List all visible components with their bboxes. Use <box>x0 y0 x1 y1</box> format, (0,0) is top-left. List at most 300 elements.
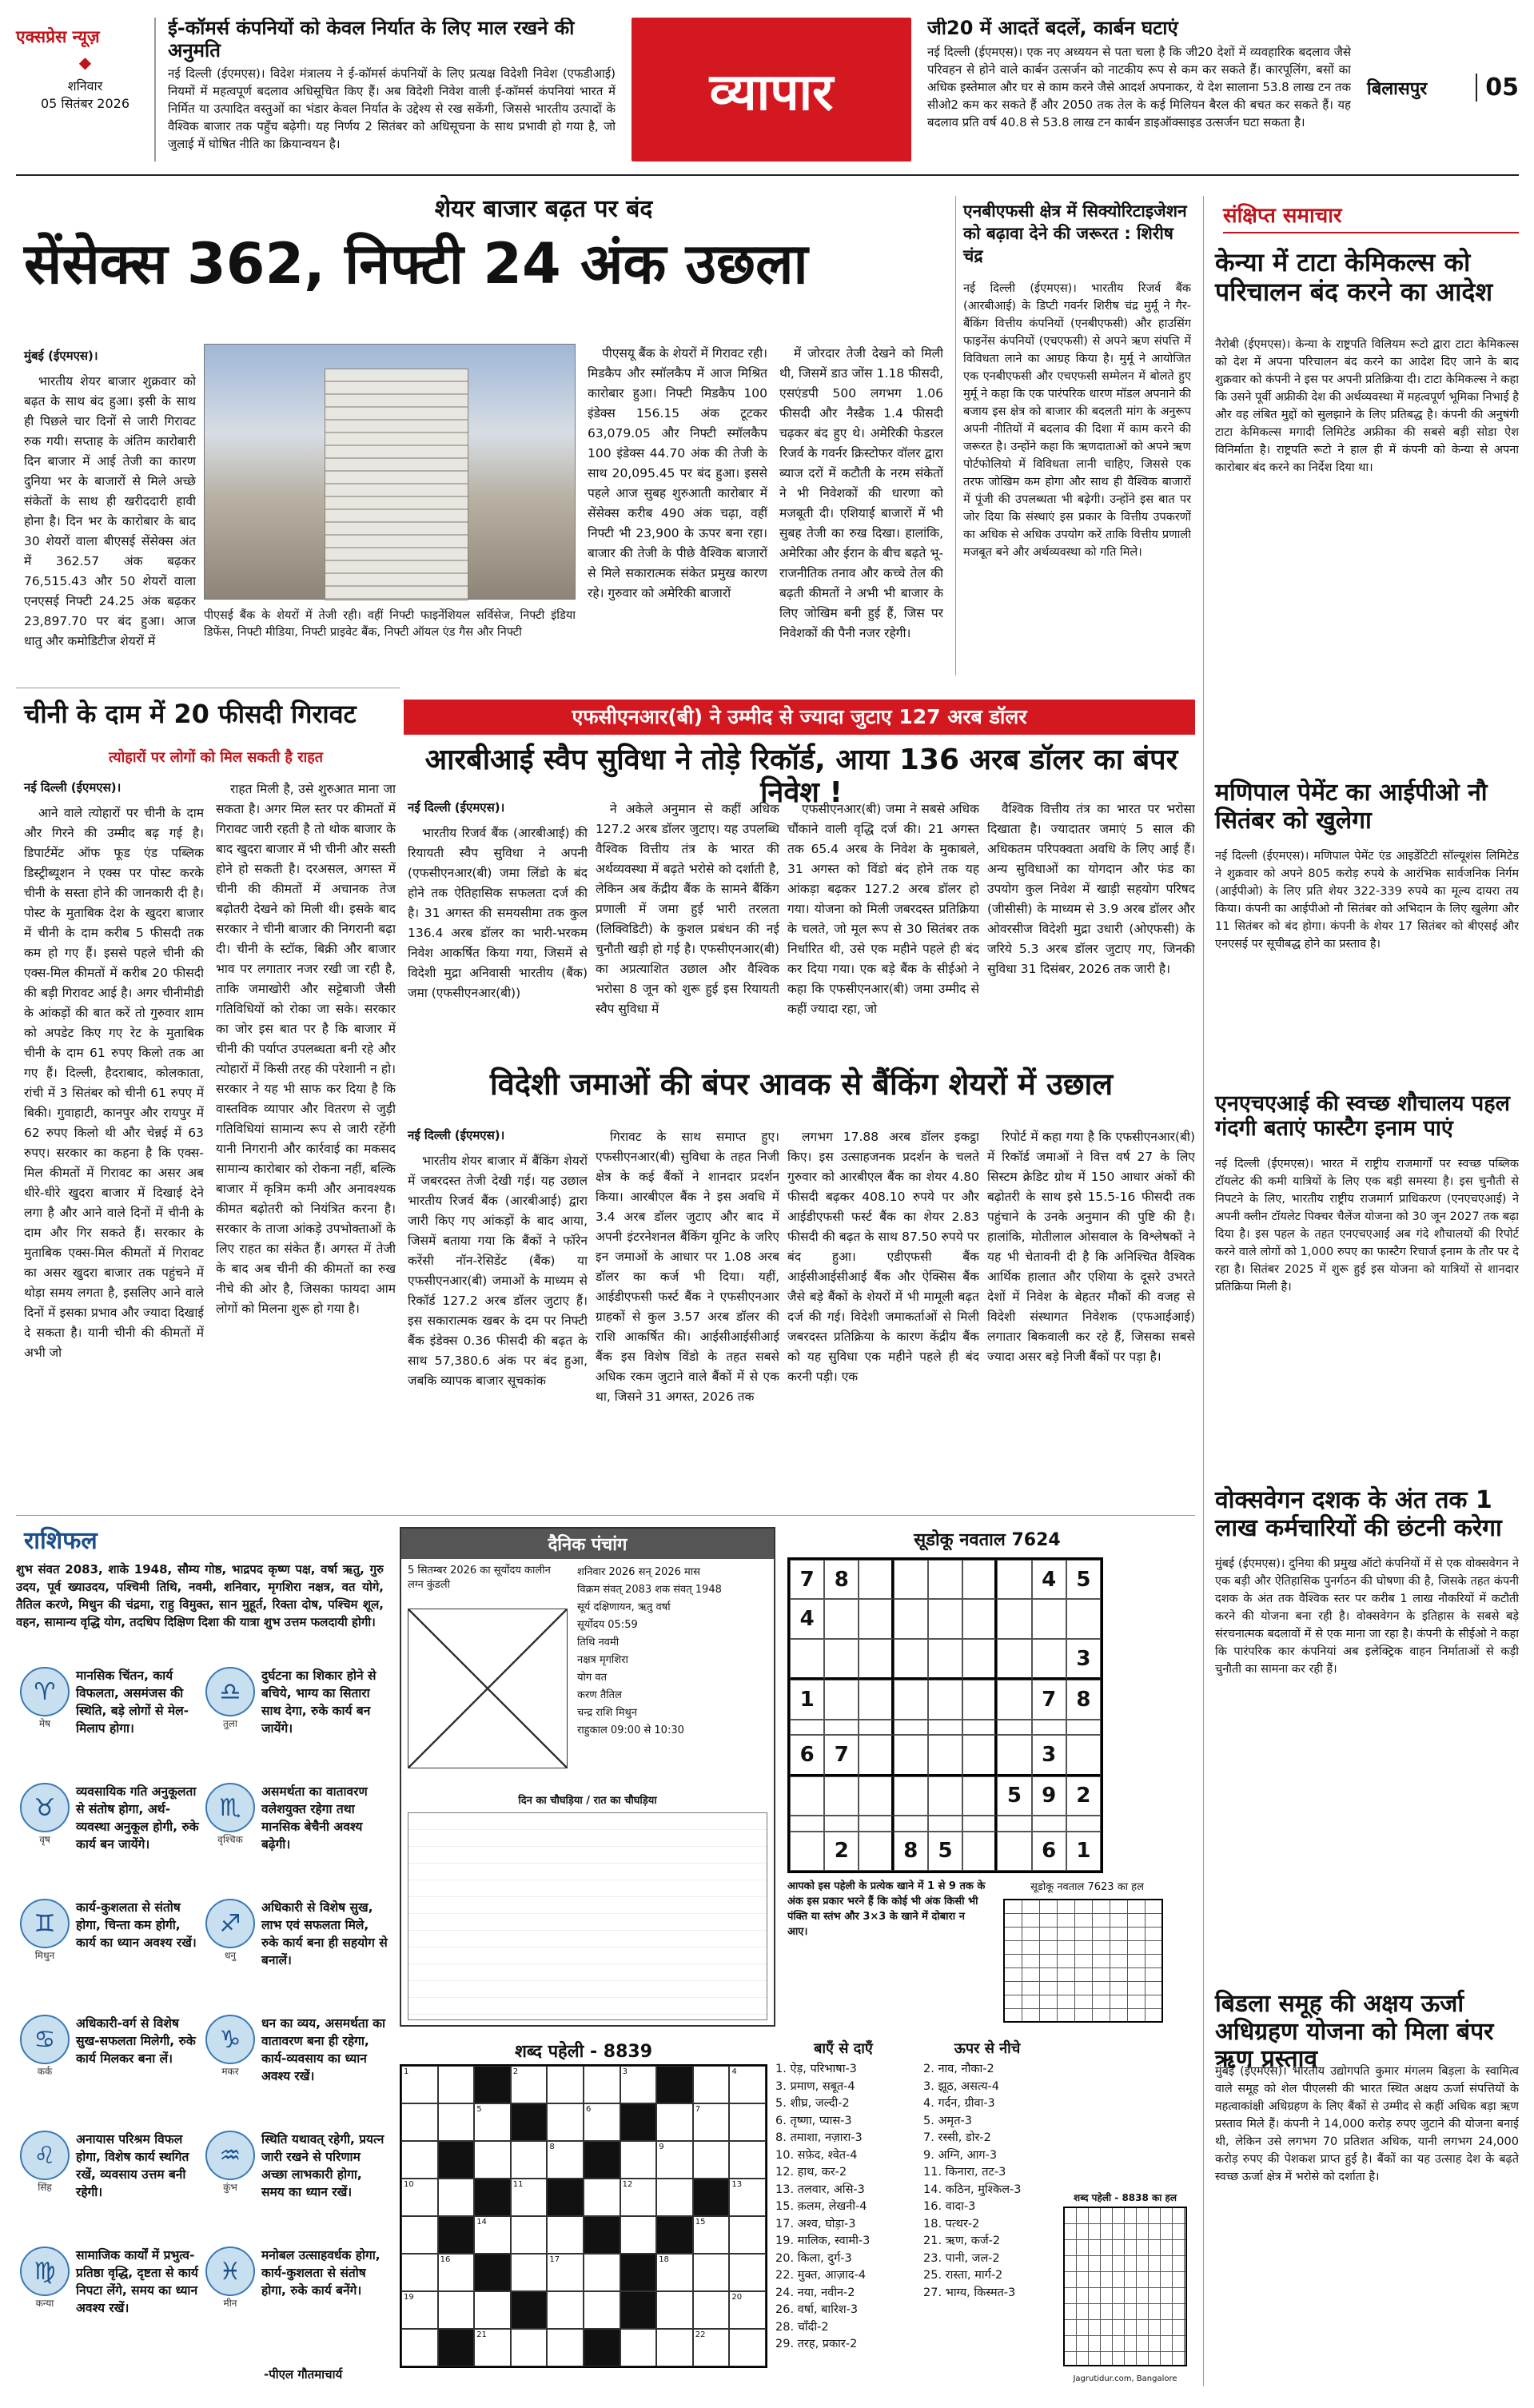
rashi-item <box>20 2247 202 2317</box>
crossword-block <box>656 2216 693 2254</box>
rashi-text: असमर्थता का वातावरण वलेशयुक्त रहेगा तथा मानसिक बेचैनी अवश्य बढ़ेगी। <box>261 1784 368 1852</box>
rashi-text: अनायास परिश्रम विफल होगा, विशेष कार्य स्थगित रखें, व्यवसाय उत्तम बनी रहेगी। <box>76 2132 189 2199</box>
crossword-cell[interactable] <box>438 2066 475 2103</box>
panchang-title: दैनिक पंचांग <box>401 1529 774 1559</box>
crossword-cell[interactable]: 14 <box>474 2216 511 2254</box>
crossword-answer-title: शब्द पहेली - 8838 का हल <box>1073 2192 1177 2203</box>
sudoku-cell[interactable]: 6 <box>1032 1832 1066 1871</box>
sudoku-cell[interactable] <box>894 1560 928 1599</box>
sudoku-cell[interactable]: 7 <box>790 1560 824 1599</box>
crossword-cell[interactable]: 8 <box>547 2141 584 2179</box>
crossword-cell[interactable] <box>693 2066 730 2103</box>
crossword-cell[interactable]: 15 <box>693 2216 730 2254</box>
panchang-line: चन्द्र राशि मिथुन <box>577 1707 637 1719</box>
sudoku-cell[interactable] <box>894 1639 928 1680</box>
zodiac-icon: ♎ <box>205 1667 255 1716</box>
zodiac-icon: ♉ <box>20 1783 70 1832</box>
crossword-cell[interactable]: 19 <box>401 2291 438 2329</box>
panchang-line: सूर्योदय 05:59 <box>577 1619 638 1631</box>
zodiac-icon: ♏ <box>205 1783 255 1832</box>
crossword-cell[interactable] <box>511 2141 548 2179</box>
divider-right <box>1203 196 1204 2386</box>
masthead-rule <box>16 174 1519 176</box>
sudoku-cell[interactable] <box>790 1776 824 1816</box>
top-right-body: नई दिल्ली (ईएमएस)। एक नए अध्ययन से पता चला है कि जी20 देशों में व्यवहारिक बदलाव जैसे परिवहन से होने वाले कार्बन उत्सर्जन को नाटकीय रूप से कम कर सकते हैं। कारपूलिंग, बसों का अधिक इस्तेमाल और घर से काम करने जैसे आदर्श अपनाकर, ये देश सालाना 53.8 लाख टन तक सीओ2 कम कर सकते हैं और 2050 तक तेल के कई मिलियन बैरल की बचत कर सकते हैं। यह बदलाव प्रति वर्ष 40.8 से 53.8 लाख टन कार्बन डाइऑक्साइड उत्सर्जन घटा सकता है। <box>927 44 1351 130</box>
rashi-badge <box>205 1783 255 1846</box>
crossword-cell[interactable]: 18 <box>656 2254 693 2291</box>
zodiac-icon: ♓ <box>205 2247 255 2296</box>
crossword-cell[interactable]: 9 <box>656 2141 693 2179</box>
crossword-block <box>620 2254 657 2291</box>
across-clue: 24. नया, नवीन-2 <box>775 2286 855 2299</box>
sudoku-cell[interactable] <box>997 1560 1031 1599</box>
crossword-cell[interactable]: 5 <box>474 2103 511 2141</box>
crossword-cell[interactable] <box>656 2179 693 2216</box>
rbi-col4: वैश्विक वित्तीय तंत्र का भारत पर भरोसा दिखाता है। ज्यादातर जमाएं 5 साल की अधिकतम परिपक्वता अवधि के लिए आई हैं। अन्य सुविधाओं का योगदान और फंड का उपयोग कुल निवेश में खाड़ी सहयोग परिषद (जीसीसी) के माध्यम से 3.9 अरब डॉलर और ओवरसीज विदेशी मुद्रा उधारी (ओएफसी) के जरिये 5.3 अरब डॉलर जुटाए गए, जिनकी सुविधा 31 दिसंबर, 2026 तक जारी है। <box>987 802 1195 976</box>
across-clue: 13. तलवार, असि-3 <box>775 2183 865 2196</box>
sudoku-cell[interactable] <box>997 1599 1031 1638</box>
crossword-cell[interactable] <box>729 2329 766 2366</box>
sudoku-cell[interactable] <box>824 1816 859 1831</box>
masthead <box>16 18 1519 177</box>
crossword-cell[interactable] <box>401 2141 438 2179</box>
rbi-col1: भारतीय रिजर्व बैंक (आरबीआई) की रियायती स्वैप सुविधा ने अपनी (एफसीएनआर(बी) जमा लिंडो के बंद होने तक ऐतिहासिक सफलता दर्ज की है। 31 अगस्त की समयसीमा तक कुल 136.4 अरब डॉलर का भारी-भरकम निवेश आकर्षित किया गया, जिसमें से विदेशी मुद्रा अनिवासी भारतीय (बैंक) जमा (एफसीएनआर(बी)) <box>408 826 588 1000</box>
crossword-cell[interactable] <box>656 2103 693 2141</box>
sudoku-cell[interactable]: 1 <box>790 1680 824 1719</box>
rashi-item <box>20 1899 202 1962</box>
sudoku-cell[interactable] <box>962 1776 997 1816</box>
down-clue: 9. अग्नि, आग-3 <box>923 2148 998 2162</box>
rbi-col3: एफसीएनआर(बी) जमा ने सबसे अधिक चौंकाने वाली वृद्धि दर्ज की। 21 अगस्त तक 65.4 अरब के निवेश के मुकाबले, 31 अगस्त को विंडो बंद होने तक यह आंकड़ा बढ़कर 127.2 अरब डॉलर हो गया। योजना को मिली जबरदस्त प्रतिक्रिया के चलते, जो मूल रूप से 30 सितंबर तक निर्धारित थी, उसे एक महीने पहले ही बंद कर दिया गया। एक बड़े बैंक के सीईओ ने कहा कि एफसीएनआर(बी) जमा उम्मीद से कहीं ज्यादा रहा, जो <box>787 802 979 1016</box>
sudoku-cell[interactable]: 8 <box>824 1560 859 1599</box>
crossword-cell[interactable] <box>729 2103 766 2141</box>
rashi-badge <box>20 2015 70 2078</box>
crossword-cell[interactable]: 10 <box>401 2179 438 2216</box>
sensex-col3: में जोरदार तेजी देखने को मिली थी, जिसमें डाउ जोंस 1.18 फीसदी, एसएंडपी 500 लगभग 1.06 फीसदी और नैस्डैक 1.4 फीसदी चढ़कर बंद हुए थे। अमेरिकी फेडरल रिजर्व के गवर्नर क्रिस्टोफर वॉलर द्वारा ब्याज दरों में कटौती के नरम संकेतों ने भी निवेशकों की धारणा को मजबूती दी। एशियाई बाजारों में भी सुबह तेजी का रुख दिखा। हालांकि, अमेरिका और ईरान के बीच बढ़ते भू-राजनीतिक तनाव और कच्चे तेल की बढ़ती कीमतों ने अभी भी बाजार के लिए जोखिम बनी हुई हैं, जिस पर निवेशकों की पैनी नजर रहेगी। <box>779 346 943 640</box>
panchang-line: योग वत <box>577 1672 607 1684</box>
sudoku-cell[interactable] <box>962 1816 997 1831</box>
panchang-line: शनिवार 2026 सन् 2026 मास <box>577 1566 700 1578</box>
rashi-item <box>205 2247 388 2310</box>
rashi-name: मिथुन <box>34 1950 55 1961</box>
zodiac-icon: ♈ <box>20 1667 70 1716</box>
crossword-cell[interactable]: 4 <box>729 2066 766 2103</box>
sudoku-cell[interactable] <box>1066 1599 1101 1638</box>
sudoku-cell[interactable] <box>997 1720 1031 1735</box>
crossword-cell[interactable] <box>511 2329 548 2366</box>
sudoku-cell[interactable] <box>997 1832 1031 1871</box>
crossword-cell[interactable]: 22 <box>693 2329 730 2366</box>
sugar-headline: चीनी के दाम में 20 फीसदी गिरावट <box>24 699 357 729</box>
sudoku-cell[interactable]: 8 <box>894 1832 928 1871</box>
crossword-block <box>547 2179 584 2216</box>
sudoku-answer-grid <box>1003 1899 1163 2023</box>
crossword-block <box>511 2291 548 2329</box>
zodiac-icon: ♊ <box>20 1899 70 1948</box>
down-list <box>923 2061 1055 2302</box>
nhai-body: नई दिल्ली (ईएमएस)। भारत में राष्ट्रीय राजमार्गों पर स्वच्छ पब्लिक टॉयलेट की कमी यात्रियों के लिए एक बड़ी समस्या है। इस चुनौती से निपटने के लिए, भारतीय राष्ट्रीय राजमार्ग प्राधिकरण (एनएचएआई) ने अपनी क्लीन टॉयलेट पिक्चर चैलेंज योजना को 30 जून 2027 तक बढ़ा दिया है। इस पहल के तहत एनएचएआई अब गंदे शौचालयों की रिपोर्ट करने वाले लोगों को 1,000 रुपए का फास्टैग रिचार्ज इनाम के तौर पर दे रहा है। सितंबर 2025 में शुरू हुई इस योजना को यात्रियों से शानदार प्रतिक्रिया मिली है। <box>1215 1158 1519 1294</box>
crossword-cell[interactable]: 16 <box>438 2254 475 2291</box>
zodiac-icon: ♐ <box>205 1899 255 1948</box>
sudoku-cell[interactable] <box>790 1816 824 1831</box>
crossword-cell[interactable] <box>474 2291 511 2329</box>
sudoku-answer-title: सूडोकू नवताल 7623 का हल <box>1030 1881 1144 1893</box>
crossword-cell[interactable] <box>401 2254 438 2291</box>
sudoku-cell[interactable] <box>859 1639 893 1680</box>
sudoku-cell[interactable]: 4 <box>790 1599 824 1638</box>
sudoku-cell[interactable] <box>997 1735 1031 1776</box>
crossword-block <box>620 2103 657 2141</box>
crossword-cell[interactable] <box>547 2066 584 2103</box>
crossword-cell[interactable]: 11 <box>511 2179 548 2216</box>
rashi-name: कर्क <box>37 2066 53 2077</box>
sudoku-cell[interactable]: 2 <box>824 1832 859 1871</box>
down-clue: 14. कठिन, मुश्किल-3 <box>923 2183 1022 2196</box>
crossword-cell[interactable] <box>620 2141 657 2179</box>
sudoku-cell[interactable] <box>1032 1816 1066 1831</box>
sudoku-cell[interactable] <box>859 1599 893 1638</box>
rashi-item <box>205 2015 388 2085</box>
rashi-name: वृश्चिक <box>217 1834 243 1845</box>
down-clue: 11. किनारा, तट-3 <box>923 2166 1006 2179</box>
crossword-block <box>584 2141 620 2179</box>
down-clue: 5. अमृत-3 <box>923 2114 972 2127</box>
top-left-headline: ई-कॉमर्स कंपनियों को केवल निर्यात के लिए माल रखने की अनुमति <box>168 18 575 62</box>
sudoku-cell[interactable]: 5 <box>1066 1560 1101 1599</box>
deposits-col3: लगभग 17.88 अरब डॉलर इकट्ठा किए। इस उत्साहजनक प्रदर्शन के चलते गुरुवार को आरबीएल बैंक का शेयर 4.80 फीसदी बढ़कर 408.10 रुपये पर और आईडीएफसी फर्स्ट बैंक का शेयर 2.83 फीसदी की बढ़त के साथ 87.50 रुपये पर बंद हुआ। एडीएफसी बैंक आईसीआईसीआई बैंक और ऐक्सिस बैंक जैसे बड़े बैंकों के शेयरों में भी मामूली बढ़त दर्ज की गई। विदेशी जमाकर्ताओं से मिली जबरदस्त प्रतिक्रिया के कारण केंद्रीय बैंक को यह सुविधा एक महीने पहले ही बंद करनी पड़ी। एक <box>787 1130 979 1384</box>
crossword-cell[interactable] <box>656 2291 693 2329</box>
nbfc-headline: एनबीएफसी क्षेत्र में सिक्योरिटाइजेशन को बढ़ावा देने की जरूरत : शिरीष चंद्र <box>963 201 1187 265</box>
crossword-credit: Jagrutidur.com, Bangalore <box>1073 2374 1177 2383</box>
zodiac-icon: ♒ <box>205 2131 255 2180</box>
sudoku-cell[interactable] <box>859 1720 893 1735</box>
crossword-cell[interactable] <box>547 2291 584 2329</box>
sudoku-cell[interactable] <box>962 1560 997 1599</box>
down-clue: 7. रस्सी, डोर-2 <box>923 2131 991 2144</box>
sudoku-cell[interactable] <box>928 1560 962 1599</box>
sudoku-cell[interactable] <box>894 1816 928 1831</box>
crossword-cell[interactable] <box>584 2254 620 2291</box>
crossword-cell[interactable] <box>584 2291 620 2329</box>
rashi-text: मानसिक चिंतन, कार्य विफलता, असमंजस की स्थिति, बड़े लोगों से मेल-मिलाप होगा। <box>76 1668 189 1736</box>
across-title: बाएँ से दाएँ <box>814 2040 873 2057</box>
sudoku-cell[interactable] <box>1032 1639 1066 1680</box>
sudoku-cell[interactable] <box>928 1816 962 1831</box>
crossword-cell[interactable] <box>438 2103 475 2141</box>
sudoku-cell[interactable]: 6 <box>790 1735 824 1776</box>
down-clue: 3. झूठ, असत्य-4 <box>923 2079 1000 2093</box>
sudoku-cell[interactable]: 8 <box>1066 1680 1101 1719</box>
sudoku-cell[interactable]: 3 <box>1066 1639 1101 1680</box>
sudoku-cell[interactable] <box>894 1680 928 1719</box>
crossword-block <box>584 2216 620 2254</box>
crossword-block <box>438 2329 475 2366</box>
across-clue: 19. मालिक, स्वामी-3 <box>775 2235 871 2247</box>
rashi-text: व्यवसायिक गति अनुकूलता से संतोष होगा, अर्थ-व्यवस्था अनुकूल होगी, रुके कार्य बन जायेंगे। <box>76 1784 199 1852</box>
crossword-cell[interactable] <box>693 2141 730 2179</box>
top-left-body: नई दिल्ली (ईएमएस)। विदेश मंत्रालय ने ई-कॉमर्स कंपनियों के लिए प्रत्यक्ष विदेशी निवेश (एफडीआई) नियमों में महत्वपूर्ण बदलाव अधिसूचित किए हैं। अब विदेशी निवेश वाली ई-कॉमर्स कंपनियां भारत में निर्मित या उत्पादित वस्तुओं का भंडार केवल निर्यात के उद्देश्य से रख सकेंगी, जिससे भारतीय उत्पादों के वैश्विक बाजार तक पहुँच बढ़ेगी। यह निर्णय 2 सितंबर को अधिसूचना के साथ प्रभावी हो गया है, जो जुलाई में घोषित नीति का क्रियान्वयन है। <box>168 66 616 152</box>
rashi-text: मनोबल उत्साहवर्धक होगा, कार्य-कुशलता से संतोष होगा, रुके कार्य बनेंगे। <box>261 2248 381 2298</box>
city-name: बिलासपुर <box>1367 78 1428 99</box>
sudoku-cell[interactable] <box>790 1639 824 1680</box>
sudoku-cell[interactable]: 9 <box>1032 1776 1066 1816</box>
crossword-cell[interactable]: 6 <box>584 2103 620 2141</box>
city-page <box>1367 74 1519 102</box>
deposits-col4: रिपोर्ट में कहा गया है कि एफसीएनआर(बी) में रिकॉर्ड जमाओं ने वित्त वर्ष 27 के लिए सिस्टम क्रेडिट ग्रोथ में 150 आधार अंकों की बढ़ोतरी के साथ इसे 15.5-16 फीसदी तक पहुंचाने के उनके अनुमान की पुष्टि की है। हालांकि, मोतीलाल ओसवाल के विश्लेषकों ने यह भी चेतावनी दी है कि अनिश्चित वैश्विक आर्थिक हालात और एशिया के दूसरे उभरते देशों में निवेश के बेहतर मौकों की वजह से विदेशी संस्थागत निवेशक (एफआईआई) लगातार बिकवाली कर रहे हैं, जिसका सबसे ज्यादा असर बड़े निजी बैंकों पर पड़ा है। <box>987 1130 1195 1364</box>
rashi-item <box>20 2015 202 2078</box>
zodiac-icon: ♑ <box>205 2015 255 2064</box>
tata-headline: केन्या में टाटा केमिकल्स को परिचालन बंद करने का आदेश <box>1215 247 1493 307</box>
sudoku-cell[interactable] <box>859 1832 893 1871</box>
crossword-cell[interactable]: 13 <box>729 2179 766 2216</box>
panchang-kundli-title: 5 सितम्बर 2026 का सूर्योदय कालीन लग्न कुंडली <box>408 1565 551 1591</box>
rashifal-intro: शुभ संवत 2083, शाके 1948, सौम्य गोष्ठ, भाद्रपद कृष्ण पक्ष, वर्षा ऋतु, गुरु उदय, पूर्व ख्याउदय, पश्चिमी तिथि, नवमी, शनिवार, मृगशिरा नक्षत्र, वत योगे, तैतिल करणे, मिथुन की चंद्रमा, राहु विमुक्त, सान मुहूर्त, रिक्ता दोष, पश्चिम शूल, वहन, सामान्य वृद्धि योग, तदधिप दिक्षिण दिशा की यात्रा शुभ उत्तम फलदायी होगी। <box>16 1562 384 1629</box>
panchang-line: नक्षत्र मृगशिरा <box>577 1654 628 1666</box>
crossword-cell[interactable] <box>474 2141 511 2179</box>
sudoku-cell[interactable] <box>824 1639 859 1680</box>
sudoku-cell[interactable] <box>859 1560 893 1599</box>
rashi-text: धन का व्यय, असमर्थता का वातावरण बना ही रहेगा, कार्य-व्यवसाय का ध्यान अवश्य रखें। <box>261 2016 386 2083</box>
crossword-cell[interactable] <box>729 2254 766 2291</box>
sudoku-cell[interactable] <box>962 1735 997 1776</box>
top-left-story <box>168 18 616 161</box>
crossword-cell[interactable] <box>656 2329 693 2366</box>
sudoku-cell[interactable]: 7 <box>1032 1680 1066 1719</box>
sudoku-cell[interactable] <box>928 1720 962 1735</box>
sudoku-cell[interactable] <box>962 1720 997 1735</box>
deposits-dateline: नई दिल्ली (ईएमएस)। <box>408 1128 505 1142</box>
sudoku-cell[interactable]: 1 <box>1066 1832 1101 1871</box>
sudoku-title: सूडोकू नवताल 7624 <box>914 1530 1061 1550</box>
kundli-chart <box>408 1609 568 1768</box>
crossword-cell[interactable] <box>584 2179 620 2216</box>
sudoku-cell[interactable] <box>962 1832 997 1871</box>
rashi-item <box>20 2131 202 2201</box>
rashi-badge <box>20 1899 70 1962</box>
brand-name: एक्सप्रेस न्यूज़ <box>16 27 100 46</box>
crossword-block <box>693 2179 730 2216</box>
sudoku-cell[interactable] <box>928 1680 962 1719</box>
sudoku-cell[interactable] <box>1066 1735 1101 1776</box>
crossword-cell[interactable]: 2 <box>511 2066 548 2103</box>
rashi-name: धनु <box>224 1950 237 1961</box>
across-clue: 28. चाँदी-2 <box>775 2320 829 2334</box>
sensex-photo-caption: पीएसई बैंक के शेयरों में तेजी रही। वहीं निफ्टी फाइनेंशियल सर्विसेज, निफ्टी इंडिया डिफेंस, निफ्टी मीडिया, निफ्टी प्राइवेट बैंक, निफ्टी ऑयल एंड गैस और निफ्टी <box>204 609 576 639</box>
crossword-block <box>474 2254 511 2291</box>
brief-label: संक्षिप्त समाचार <box>1223 200 1519 233</box>
crossword-cell[interactable]: 1 <box>401 2066 438 2103</box>
crossword-cell[interactable] <box>693 2254 730 2291</box>
crossword-block <box>511 2103 548 2141</box>
building-shape <box>325 369 468 600</box>
down-clue: 4. गर्दन, ग्रीवा-3 <box>923 2097 995 2110</box>
across-clue: 22. मुक्त, आज़ाद-4 <box>775 2269 867 2282</box>
across-clue: 17. अश्व, घोड़ा-3 <box>775 2217 856 2231</box>
rashi-name: तुला <box>222 1718 238 1729</box>
sudoku-cell[interactable] <box>1066 1720 1101 1735</box>
crossword-block <box>584 2329 620 2366</box>
crossword-cell[interactable] <box>620 2329 657 2366</box>
crossword-grid[interactable] <box>400 2064 767 2368</box>
rashi-item <box>20 1783 202 1853</box>
crossword-cell[interactable] <box>511 2254 548 2291</box>
across-clue: 10. सफ़ेद, श्वेत-4 <box>775 2148 858 2162</box>
panchang-line: करण तैतिल <box>577 1689 622 1701</box>
rashi-text: अधिकारी-वर्ग से विशेष सुख-सफलता मिलेगी, रुके कार्य मिलकर बना लें। <box>76 2016 196 2066</box>
sudoku-cell[interactable] <box>859 1816 893 1831</box>
panchang-line: तिथि नवमी <box>577 1637 620 1649</box>
crossword-cell[interactable]: 7 <box>693 2103 730 2141</box>
crossword-cell[interactable]: 3 <box>620 2066 657 2103</box>
sudoku-box <box>787 1527 1187 2027</box>
sudoku-cell[interactable] <box>1032 1599 1066 1638</box>
sudoku-cell[interactable] <box>790 1720 824 1735</box>
sudoku-cell[interactable]: 5 <box>997 1776 1031 1816</box>
sudoku-cell[interactable]: 5 <box>928 1832 962 1871</box>
crossword-cell[interactable] <box>729 2216 766 2254</box>
birla-headline: बिडला समूह की अक्षय ऊर्जा अधिग्रहण योजना को मिला बंपर ऋण प्रस्ताव <box>1215 1990 1494 2073</box>
panchang-line: राहुकाल 09:00 से 10:30 <box>577 1724 684 1736</box>
sudoku-cell[interactable] <box>894 1776 928 1816</box>
crossword-cell[interactable] <box>620 2216 657 2254</box>
crossword-cell[interactable] <box>401 2329 438 2366</box>
top-right-headline: जी20 में आदतें बदलें, कार्बन घटाएं <box>927 18 1178 39</box>
crossword-cell[interactable] <box>547 2329 584 2366</box>
deposits-col2: गिरावट के साथ समाप्त हुए। एफसीएनआर(बी) सुविधा के तहत निजी क्षेत्र के कई बैंकों ने शानदार प्रदर्शन किया। आरबीएल बैंक ने इस अवधि में 3.4 अरब डॉलर जुटाए और बाद में अपनी इंटरनेशनल बैंकिंग यूनिट के जरिए इन जमाओं के आधार पर 1.08 अरब डॉलर का कर्ज भी दिया। यहीं, आईडीएफसी फर्स्ट बैंक ने एफसीएनआर ग्राहकों से कुल 3.57 अरब डॉलर की राशि आकर्षित की। आईसीआईसीआई बैंक इस विशेष विंडो के तहत सबसे अधिक रकम जुटाने वाले बैंकों में से एक था, जिसने 31 अगस्त, 2026 तक <box>596 1130 779 1404</box>
rashi-name: कन्या <box>35 2298 54 2309</box>
sensex-headline: सेंसेक्स 362, निफ्टी 24 अंक उछला <box>24 231 808 297</box>
stock-exchange-photo <box>204 344 576 600</box>
crossword-cell[interactable] <box>693 2291 730 2329</box>
sudoku-cell[interactable]: 3 <box>1032 1735 1066 1776</box>
rashi-item <box>20 1667 202 1737</box>
crossword-cell[interactable]: 17 <box>547 2254 584 2291</box>
crossword-block <box>656 2066 693 2103</box>
vw-body: मुंबई (ईएमएस)। दुनिया की प्रमुख ऑटो कंपनियों में से एक वोक्सवेगन ने एक बड़ी और ऐतिहासिक पुनर्गठन की घोषणा की है, जिसके तहत कंपनी दशक के अंत तक वैश्विक स्तर पर करीब 1 लाख नौकरियों में कटौती करने की योजना बना रही है। वोक्सवेगन के इतिहास के सबसे बड़े संरचनात्मक बदलावों में से एक माना जा रहा है। कंपनी के सीईओ ने कहा कि पारंपरिक कार कंपनियां अब इलेक्ट्रिक वाहन निर्माताओं से कड़ी चुनौती का सामना कर रही हैं। <box>1215 1557 1519 1676</box>
section-title: व्यापार <box>709 62 834 122</box>
crossword-cell[interactable] <box>547 2216 584 2254</box>
sudoku-cell[interactable] <box>824 1680 859 1719</box>
crossword-cell[interactable] <box>511 2216 548 2254</box>
crossword-block <box>438 2141 475 2179</box>
crossword-cell[interactable]: 20 <box>729 2291 766 2329</box>
sudoku-cell[interactable] <box>894 1735 928 1776</box>
crossword-box <box>400 2039 1191 2394</box>
across-clue: 15. क़लम, लेखनी-4 <box>775 2200 867 2213</box>
sudoku-cell[interactable] <box>928 1735 962 1776</box>
sudoku-cell[interactable] <box>824 1599 859 1638</box>
sudoku-cell[interactable] <box>928 1599 962 1638</box>
nhai-headline: एनएचएआई की स्वच्छ शौचालय पहल गंदगी बताएं फास्टैग इनाम पाएं <box>1215 1091 1510 1142</box>
rbi-dateline: नई दिल्ली (ईएमएस)। <box>408 800 505 815</box>
sudoku-cell[interactable] <box>859 1680 893 1719</box>
rashi-badge <box>205 2131 255 2194</box>
down-title: ऊपर से नीचे <box>954 2040 1021 2057</box>
rashi-item <box>205 1899 388 1969</box>
sudoku-grid[interactable] <box>787 1557 1103 1873</box>
sudoku-cell[interactable] <box>859 1735 893 1776</box>
sudoku-cell[interactable] <box>928 1639 962 1680</box>
sensex-dateline: मुंबई (ईएमएस)। <box>24 349 98 363</box>
zodiac-icon: ♌ <box>20 2131 70 2180</box>
crossword-cell[interactable] <box>401 2216 438 2254</box>
nbfc-body: नई दिल्ली (ईएमएस)। भारतीय रिजर्व बैंक (आरबीआई) के डिप्टी गवर्नर शिरीष चंद्र मुर्मू ने गैर-बैंकिंग वित्तीय कंपनियों (एनबीएफसी) और हाउसिंग फाइनेंस कंपनियों (एचएफसी) से अपने ऋण संपत्ति में विविधता लाने का आग्रह किया है। मुर्मू ने आयोजित एक एनबीएफसी और एचएफसी सम्मेलन में बोलते हुए मुर्मू ने कहा कि एक पारंपरिक धारण मॉडल अपनाने की बजाय इस क्षेत्र को बाजार की बदलती मांग के अनुरूप अपनी नीतियों में बदलाव की दिशा में काम करने की जरूरत है। उन्होंने कहा कि ऋणदाताओं को अपने ऋण पोर्टफोलियो में विविधता लानी चाहिए, जिससे एक तरफ जोखिम कम होगा और साथ ही वैश्विक बाजारों में पूंजी की उपलब्धता भी बढ़ेगी। उन्होंने इस बात पर जोर दिया कि संस्थाएं इस प्रकार के वित्तीय उपकरणों का अधिक से अधिक उपयोग करें ताकि वित्तीय प्रणाली मजबूत बने और अर्थव्यवस्था को गति मिले। <box>963 282 1191 559</box>
crossword-cell[interactable] <box>584 2066 620 2103</box>
sudoku-cell[interactable] <box>928 1776 962 1816</box>
across-clue: 12. हाथ, कर-2 <box>775 2166 847 2179</box>
across-clue: 8. तमाशा, नज़ारा-3 <box>775 2131 863 2144</box>
down-clue: 16. वादा-3 <box>923 2200 976 2213</box>
panchang-box <box>400 1527 775 2027</box>
crossword-cell[interactable] <box>729 2141 766 2179</box>
sudoku-cell[interactable]: 4 <box>1032 1560 1066 1599</box>
vw-headline: वोक्सवेगन दशक के अंत तक 1 लाख कर्मचारियों की छंटनी करेगा <box>1215 1486 1502 1542</box>
sudoku-cell[interactable] <box>894 1720 928 1735</box>
sudoku-cell[interactable] <box>824 1776 859 1816</box>
sensex-col1: भारतीय शेयर बाजार शुक्रवार को बढ़त के साथ बंद हुआ। इसी के साथ ही पिछले चार दिनों से जारी गिरावट रुक गयी। सप्ताह के अंतिम कारोबारी दिन बाजार में आई तेजी का कारण दुनिया भर के बाजारों से मिले अच्छे संकेतों के साथ ही खरीददारी हावी होना है। दिन भर के कारोबार के बाद 30 शेयरों वाला बीएसई सेंसेक्स अंत में 362.57 अंक बढ़कर 76,515.43 और 50 शेयरों वाला एनएसई निफ्टी 24.25 अंक बढ़कर 23,897.70 पर बंद हुआ। आज धातु और कमोडिटीज शेयरों में <box>24 374 196 648</box>
ornament-icon: ◆ <box>78 53 92 72</box>
sudoku-cell[interactable] <box>962 1680 997 1719</box>
sudoku-cell[interactable] <box>997 1680 1031 1719</box>
zodiac-icon: ♋ <box>20 2015 70 2064</box>
sudoku-cell[interactable] <box>894 1599 928 1638</box>
panchang-line: सूर्य दक्षिणायन, ऋतु वर्षा <box>577 1601 671 1613</box>
crossword-cell[interactable]: 21 <box>474 2329 511 2366</box>
crossword-title: शब्द पहेली - 8839 <box>514 2042 653 2062</box>
sudoku-cell[interactable] <box>1032 1720 1066 1735</box>
rashi-badge <box>20 1667 70 1730</box>
crossword-cell[interactable]: 12 <box>620 2179 657 2216</box>
sudoku-cell[interactable] <box>1066 1816 1101 1831</box>
rashi-badge <box>20 2247 70 2310</box>
down-clue: 23. पानी, जल-2 <box>923 2251 1000 2265</box>
sudoku-cell[interactable]: 2 <box>1066 1776 1101 1816</box>
down-clue: 2. नाव, नौका-2 <box>923 2063 994 2075</box>
sudoku-cell[interactable] <box>962 1599 997 1638</box>
section-banner <box>632 18 911 161</box>
crossword-block <box>474 2179 511 2216</box>
rashi-badge <box>20 1783 70 1846</box>
sudoku-cell[interactable] <box>790 1832 824 1871</box>
sudoku-cell[interactable] <box>997 1639 1031 1680</box>
rashi-name: वृष <box>39 1834 50 1845</box>
across-clue: 5. शीघ्र, जल्दी-2 <box>775 2097 850 2110</box>
rashifal-signoff: -पीएल गौतमाचार्य <box>264 2367 343 2382</box>
crossword-cell[interactable] <box>547 2103 584 2141</box>
crossword-cell[interactable] <box>438 2179 475 2216</box>
rashi-badge <box>20 2131 70 2194</box>
rashi-name: कुंभ <box>223 2182 237 2193</box>
sudoku-cell[interactable] <box>962 1639 997 1680</box>
sudoku-cell[interactable] <box>859 1776 893 1816</box>
sensex-col2: पीएसयू बैंक के शेयरों में गिरावट रही। मिडकैप और स्मॉलकैप में आज मिश्रित कारोबार हुआ। निफ्टी मिडकैप 100 इंडेक्स 156.15 अंक टूटकर 63,079.05 और निफ्टी स्मॉलकैप 100 इंडेक्स 44.70 अंक की तेजी के साथ 20,095.45 पर बंद हुआ। इससे पहले आज सुबह शुरुआती कारोबार में सेंसेक्स करीब 490 अंक चढ़ा, वहीं निफ्टी भी 23,900 के ऊपर बना रहा। बाजार की तेजी के पीछे वैश्विक बाजारों से मिले सकारात्मक संकेत प्रमुख कारण रहे। गुरुवार को अमेरिकी बाजारों <box>588 346 767 600</box>
crossword-cell[interactable] <box>401 2103 438 2141</box>
sudoku-cell[interactable] <box>824 1720 859 1735</box>
sudoku-rules: आपको इस पहेली के प्रत्येक खाने में 1 से 9 तक के अंक इस प्रकार भरने हैं कि कोई भी अंक किसी भी पंक्ति या स्तंभ और 3×3 के खाने में दोबारा न आए। <box>787 1880 986 1938</box>
sugar-col1: आने वाले त्योहारों पर चीनी के दाम और गिरने की उम्मीद बढ़ गई है। डिपार्टमेंट ऑफ फूड एंड पब्लिक डिस्ट्रीब्यूशन ने एक्स पर पोस्ट करके चीनी के सस्ता होने की जानकारी दी है। पोस्ट के मुताबिक देश के खुदरा बाजार में चीनी के दाम करीब 5 फीसदी तक कम हो गए हैं। इससे पहले चीनी की एक्स-मिल कीमतों में करीब 20 फीसदी की बड़ी गिरावट आई है। अगर चीनीमीडी के आंकड़ों की बात करें तो गुरुवार शाम को अपडेट किए गए रेट के मुताबिक चीनी के दाम 61 रुपए किलो तक आ गए हैं। दिल्ली, हैदराबाद, कोलकाता, रांची में 3 सितंबर को चीनी 61 रुपए में बिकी। गुवाहाटी, कानपुर और रायपुर में 62 रुपए किलो थी और चेन्नई में 63 रुपए। सरकार का कहना है कि एक्स-मिल कीमतों में गिरावट का असर अब धीरे-धीरे खुदरा बाजार में दिखाई देने लगा है और आने वाले दिनों में चीनी के दाम और गिर सकते हैं। सरकार के मुताबिक एक्स-मिल कीमतों में गिरावट का असर खुदरा बाजार तक पहुंचने में थोड़ा समय लगता है, इसलिए आने वाले दिनों में इसका प्रभाव और ज्यादा दिखाई दे सकता है। यानी चीनी की कीमतों में अभी जो <box>24 806 204 1360</box>
crossword-block <box>620 2291 657 2329</box>
rashi-name: मकर <box>221 2066 239 2077</box>
rashifal-title: राशिफल <box>24 1527 98 1555</box>
rashi-item <box>205 1667 388 1737</box>
sugar-subhead: त्योहारों पर लोगों को मिल सकती है राहत <box>108 749 324 766</box>
sudoku-cell[interactable]: 7 <box>824 1735 859 1776</box>
crossword-answer-grid <box>1063 2207 1187 2366</box>
rashi-badge <box>205 2015 255 2078</box>
panchang-footer: दिन का चौघड़िया / रात का चौघड़िया <box>518 1795 657 1807</box>
crossword-cell[interactable] <box>438 2291 475 2329</box>
sudoku-cell[interactable] <box>997 1816 1031 1831</box>
